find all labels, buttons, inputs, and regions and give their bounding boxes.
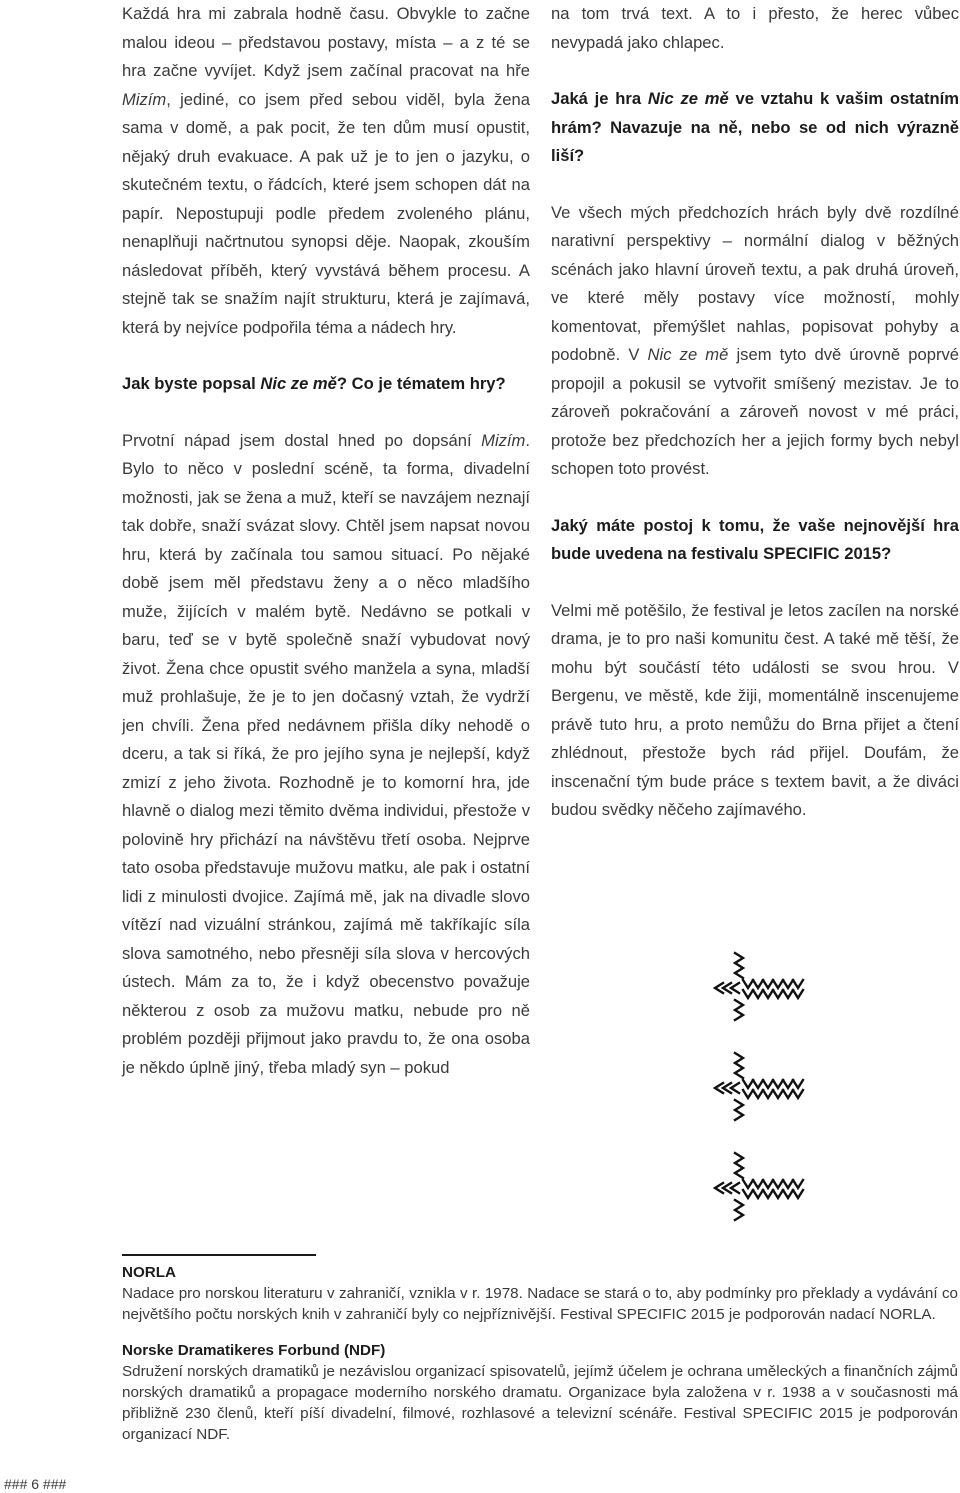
paragraph-continuation: na tom trvá text. A to i přesto, že herec vůbec nevypadá jako chlapec. (551, 4, 959, 52)
chevron-ornament-icon (705, 950, 815, 1025)
text: Jak byste popsal (122, 374, 261, 393)
chevron-ornament-icon (705, 1050, 815, 1125)
right-column (551, 0, 959, 825)
paragraph-answer: Velmi mě potěšilo, že festival je letos zacílen na norské drama, je to pro naši komunitu čest. A také mě těší, že mohu být součástí této události se svou hrou. V Bergenu, ve městě, kde žiji, momentálně inscenujeme právě tuto hru, a proto nemůžu do Brna přijet a čtení zhlédnout, přestože bych rád přijel. Doufám, že inscenační tým bude práce s textem bavit, a že diváci budou svědky něčeho zajímavého. (551, 600, 959, 819)
text: jsem tyto dvě úrovně poprvé propojil a pokusil se vytvořit smíšený mezistav. Je to zároveň pokračování a zároveň novost v mé práci, protože bez předchozích her a jejich formy bych nebyl schopen toto provést. (551, 345, 960, 478)
paragraph-answer (122, 427, 530, 1083)
play-title: Nic ze mě (260, 374, 337, 393)
text: Každá hra mi zabrala hodně času. Obvykle to začne malou ideou – představou postavy, místa – a z té se hra začne vyvíjet. Když jsem začínal pracovat na hře (122, 4, 530, 80)
footer-divider (122, 1254, 316, 1256)
paragraph-intro (122, 0, 530, 342)
ndf-heading: Norske Dramatikeres Forbund (NDF) (122, 1341, 386, 1359)
text: Prvotní nápad jsem dostal hned po dopsání (122, 430, 482, 450)
text: ve vztahu k vašim ostatním hrám? Navazuje na ně, nebo se od nich výrazně liší? (551, 89, 959, 165)
question-heading (122, 370, 530, 399)
text: , jediné, co jsem před sebou viděl, byla žena sama v domě, a pak pocit, že ten dům musí opustit, nějaký druh evakuace. A pak už je to jen o jazyku, o skutečném textu, o řádcích, které jsem schopen dát na papír. Nepostupuji podle předem zvoleného plánu, nenaplňuji načrtnutou synopsi děje. Naopak, zkouším následovat příběh, který vyvstává během procesu. A stejně tak se snažím najít strukturu, která je zajímavá, která by nejvíce podpořila téma a nádech hry. (122, 89, 530, 337)
question-heading: Jaký máte postoj k tomu, že vaše nejnovější hra bude uvedena na festivalu SPECIFIC 2015? (551, 515, 959, 563)
norla-description: Nadace pro norskou literaturu v zahraničí, vznikla v r. 1978. Nadace se stará o to, aby podmínky pro překlady a vydávání co největšího počtu norských knih v zahraničí byly co nejpříznivější. Festival SPECIFIC 2015 je podporován nadací NORLA. (122, 1285, 958, 1324)
text: Jaká je hra (551, 89, 648, 108)
play-title: Nic ze mě (647, 89, 729, 108)
left-column (122, 0, 530, 1082)
page-number: ### 6 ### (4, 1476, 67, 1492)
chevron-ornament-icon (705, 1150, 815, 1225)
paragraph-answer (551, 199, 959, 484)
play-title: Mizím (481, 430, 526, 450)
ndf-description: Sdružení norských dramatiků je nezávislou organizací spisovatelů, jejímž účelem je ochrana uměleckých a finančních zájmů norských dramatiků a propagace moderního norského dramatu. Organizace byla založena v r. 1938 a v současnosti má přibližně 230 členů, kteří píší divadelní, filmové, rozhlasové a televizní scénáře. Festival SPECIFIC 2015 je podporován organizací NDF. (122, 1362, 958, 1444)
text: . Bylo to něco v poslední scéně, ta forma, divadelní možnosti, jak se žena a muž, kteří se navzájem neznají tak dobře, snaží svázat slovy. Chtěl jsem napsat novou hru, která by začínala tou samou situací. Po nějaké době jsem měl představu ženy a o něco mladšího muže, žijících v malém bytě. Nedávno se potkali v baru, teď se v bytě společně snaží vybudovat nový život. Žena chce opustit svého manžela a syna, mladší muž prohlašuje, že je to jen dočasný vztah, že vydrží jen chvíli. Žena před nedávnem přišla díky nehodě o dceru, a tak si říká, že pro jejího syna je nejlepší, když zmizí z jeho života. Rozhodně je to komorní hra, jde hlavně o dialog mezi těmito dvěma individui, přestože v polovině hry přichází na návštěvu třetí osoba. Nejprve tato osoba představuje mužovu matku, ale pak i ostatní lidi z minulosti dvojice. Zajímá mě, jak na divadle slovo vítězí nad vizuální stránkou, zajímá mě takříkajíc síla slova samotného, nebo přesněji síla slova v hercových ústech. Mám za to, že i když obecenstvo považuje některou z osob za mužovu matku, nebude pro ně problém později přijmout jako pravdu to, že ona osoba je někdo úplně jiný, třeba mladý syn – pokud (122, 430, 530, 1077)
text: ? Co je tématem hry? (336, 374, 506, 393)
play-title: Mizím (122, 89, 167, 109)
footer-notes (122, 1262, 958, 1446)
norla-heading: NORLA (122, 1264, 176, 1281)
question-heading (551, 85, 959, 171)
text: Ve všech mých předchozích hrách byly dvě rozdílné narativní perspektivy – normální dialog v běžných scénách jako hlavní úroveň textu, a pak druhá úroveň, ve které měly postavy více možností, mohly komentovat, přemýšlet nahlas, popisovat pohyby a podobně. V (551, 202, 959, 364)
play-title: Nic ze mě (647, 345, 729, 364)
